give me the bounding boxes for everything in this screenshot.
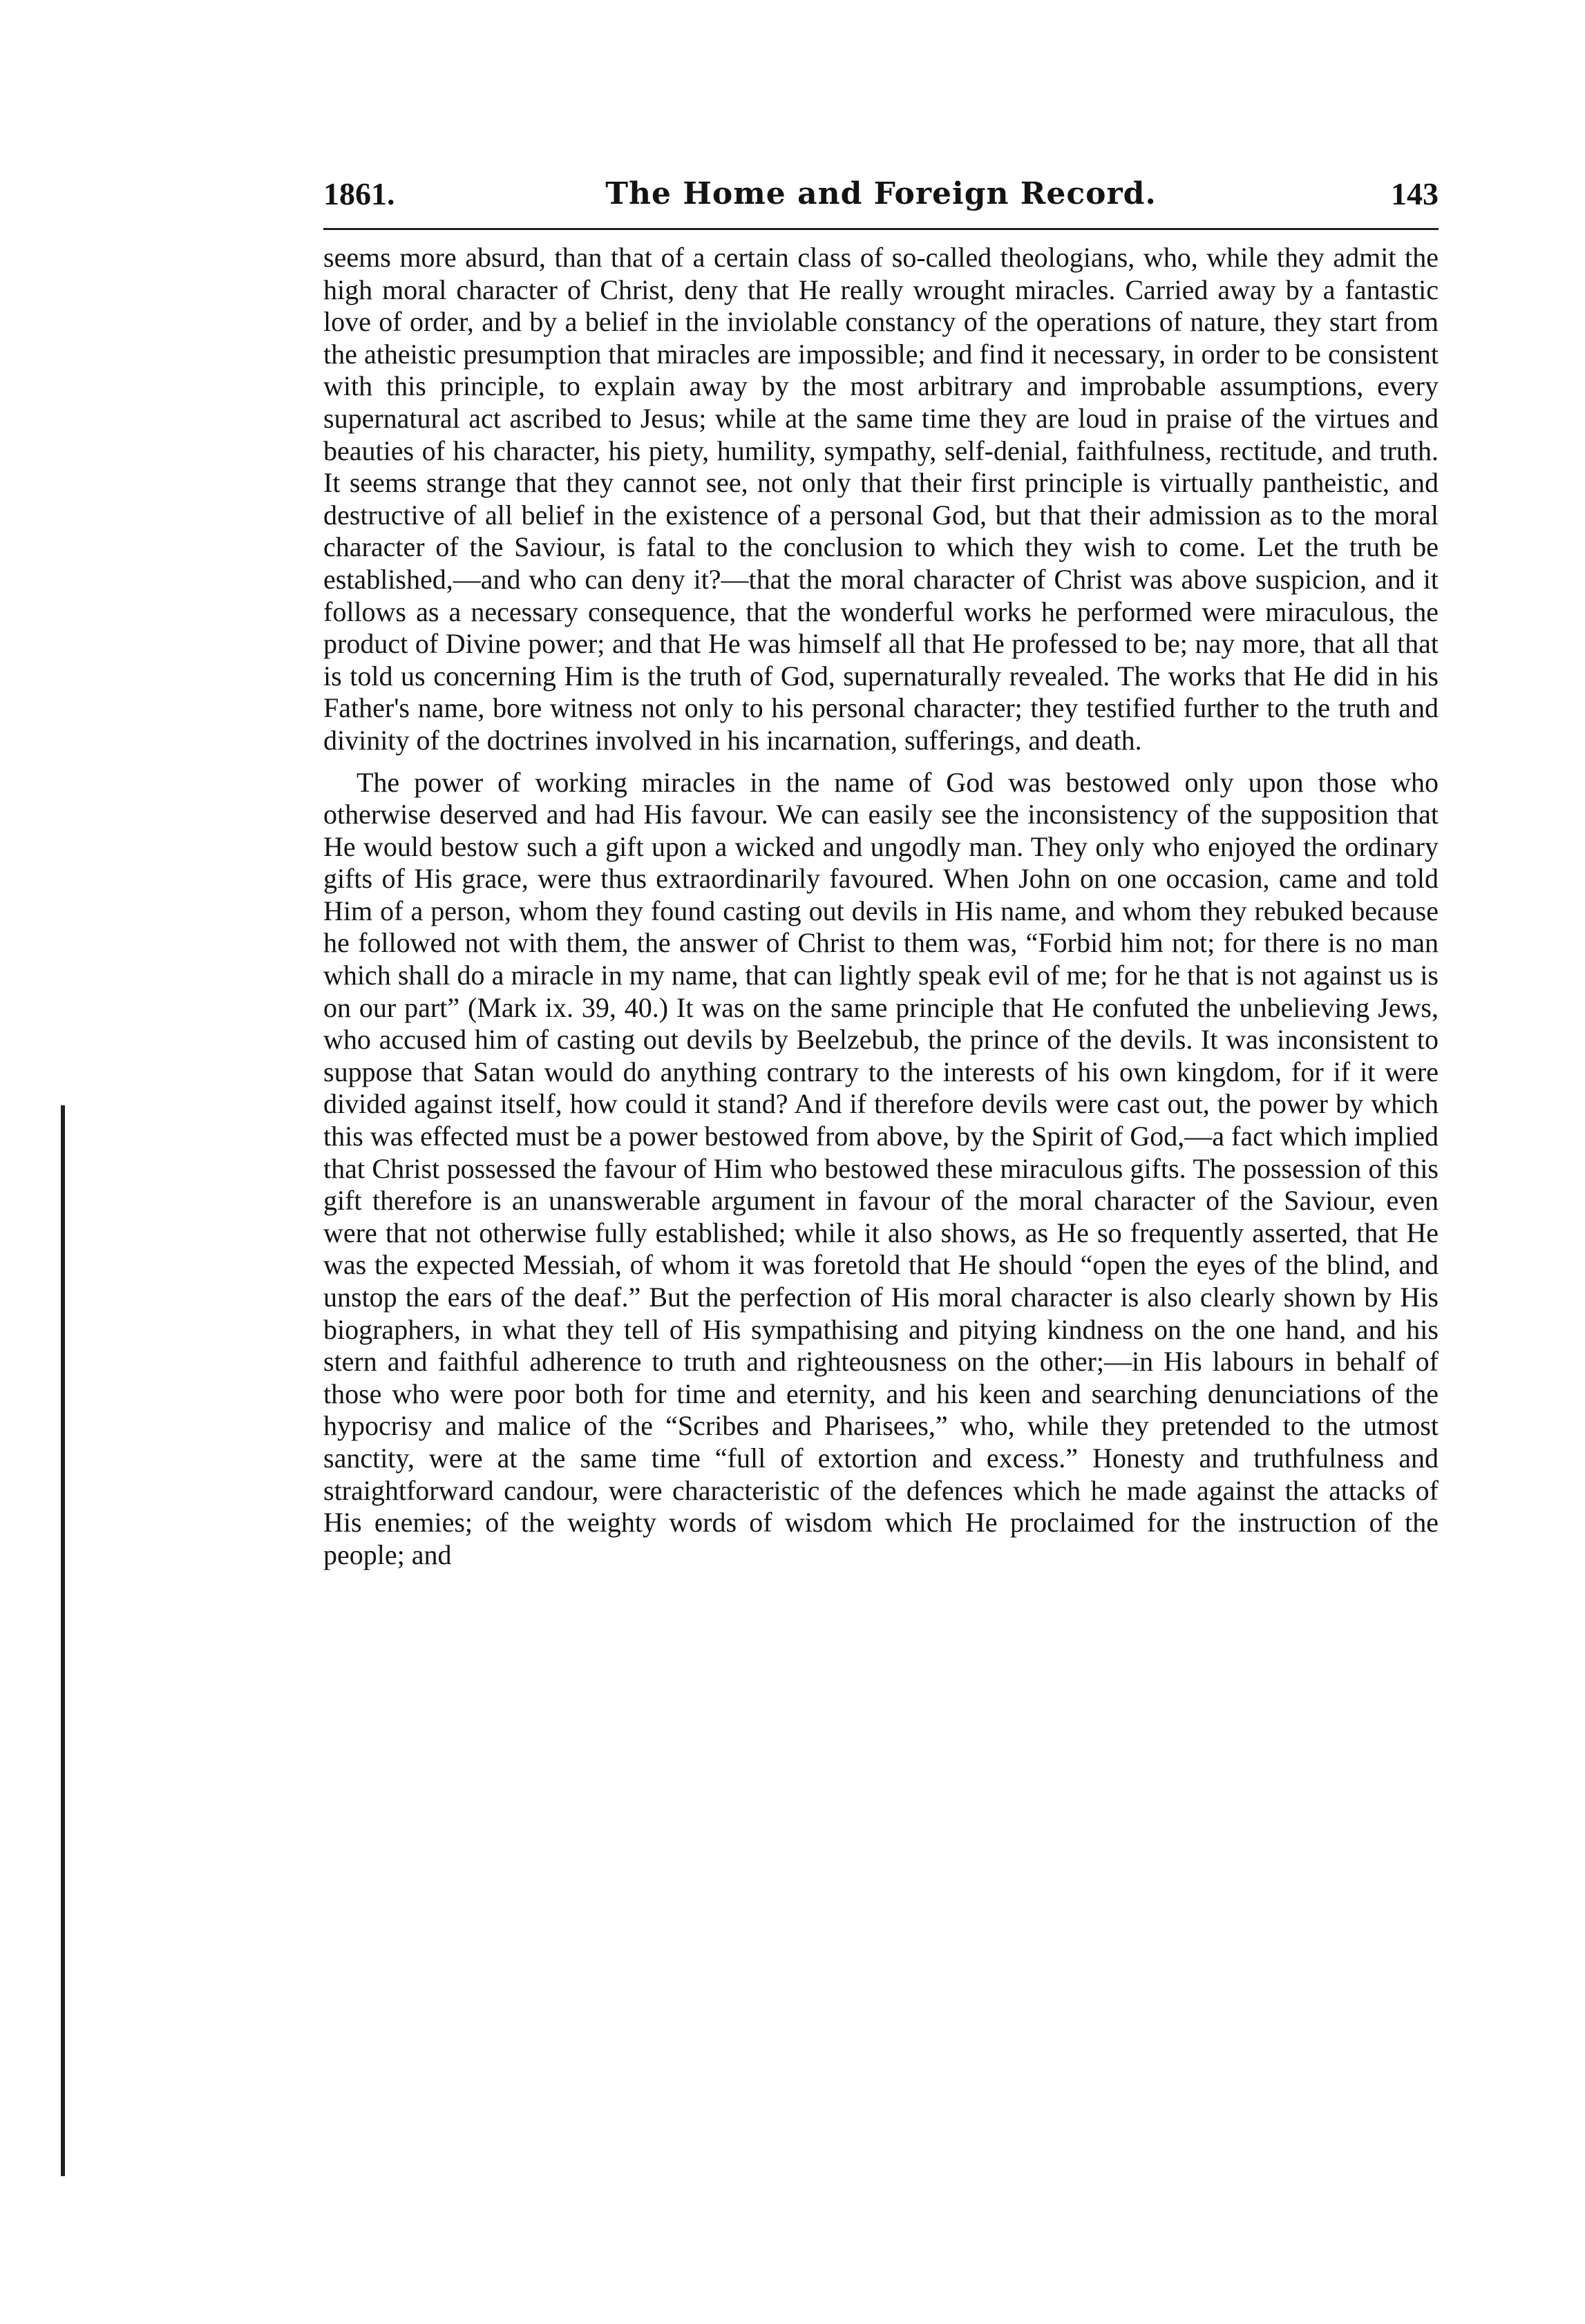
header-rule: [323, 228, 1439, 230]
running-head: [323, 171, 1439, 217]
text-column: [323, 242, 1439, 1571]
header-year: 1861.: [323, 176, 395, 211]
journal-title: The Home and Foreign Record.: [605, 176, 1157, 211]
margin-mark: [61, 1105, 65, 2176]
paragraph-miracles: The power of working miracles in the name of God was bestowed only upon those who otherwise deserved and had His favour. We can easily see the inconsistency of the supposition that He would bestow such a gift upon a wicked and ungodly man. They only who enjoyed the ordinary gifts of His grace, were thus extraordinarily favoured. When John on one occasion, came and told Him of a person, whom they found casting out devils in His name, and whom they rebuked because he followed not with them, the answer of Christ to them was, “Forbid him not; for there is no man which shall do a miracle in my name, that can lightly speak evil of me; for he that is not against us is on our part” (Mark ix. 39, 40.) It was on the same principle that He confuted the unbelieving Jews, who accused him of casting out devils by Beelzebub, the prince of the devils. It was inconsistent to suppose that Satan would do anything contrary to the interests of his own kingdom, for if it were divided against itself, how could it stand? And if therefore devils were cast out, the power by which this was effected must be a power bestowed from above, by the Spirit of God,—a fact which implied that Christ possessed the favour of Him who bestowed these miraculous gifts. The possession of this gift therefore is an unanswerable argument in favour of the moral character of the Saviour, even were that not otherwise fully established; while it also shows, as He so frequently asserted, that He was the expected Messiah, of whom it was foretold that He should “open the eyes of the blind, and unstop the ears of the deaf.” But the perfection of His moral character is also clearly shown by His biographers, in what they tell of His sympathising and pitying kindness on the one hand, and his stern and faithful adherence to truth and righteousness on the other;—in His labours in behalf of those who were poor both for time and eternity, and his keen and searching denunciations of the hypocrisy and malice of the “Scribes and Pharisees,” who, while they pretended to the utmost sanctity, were at the same time “full of extortion and excess.” Honesty and truthfulness and straightforward candour, were characteristic of the defences which he made against the attacks of His enemies; of the weighty words of wisdom which He proclaimed for the instruction of the people; and: [323, 766, 1439, 1570]
page-number: 143: [1391, 176, 1439, 211]
paragraph-continued: seems more absurd, than that of a certain class of so-called theologians, who, while they admit the high moral character of Christ, deny that He really wrought miracles. Carried away by a fantastic love of order, and by a belief in the inviolable constancy of the operations of nature, they start from the atheistic presumption that miracles are impossible; and find it necessary, in order to be consistent with this principle, to explain away by the most arbitrary and improbable assumptions, every supernatural act ascribed to Jesus; while at the same time they are loud in praise of the virtues and beauties of his character, his piety, humility, sympathy, self-denial, faithfulness, rectitude, and truth. It seems strange that they cannot see, not only that their first principle is virtually pantheistic, and destructive of all belief in the existence of a personal God, but that their admission as to the moral character of the Saviour, is fatal to the conclusion to which they wish to come. Let the truth be established,—and who can deny it?—that the moral character of Christ was above suspicion, and it follows as a necessary consequence, that the wonderful works he performed were miraculous, the product of Divine power; and that He was himself all that He professed to be; nay more, that all that is told us concerning Him is the truth of God, supernaturally revealed. The works that He did in his Father's name, bore witness not only to his personal character; they testified further to the truth and divinity of the doctrines involved in his incarnation, sufferings, and death.: [323, 242, 1439, 756]
